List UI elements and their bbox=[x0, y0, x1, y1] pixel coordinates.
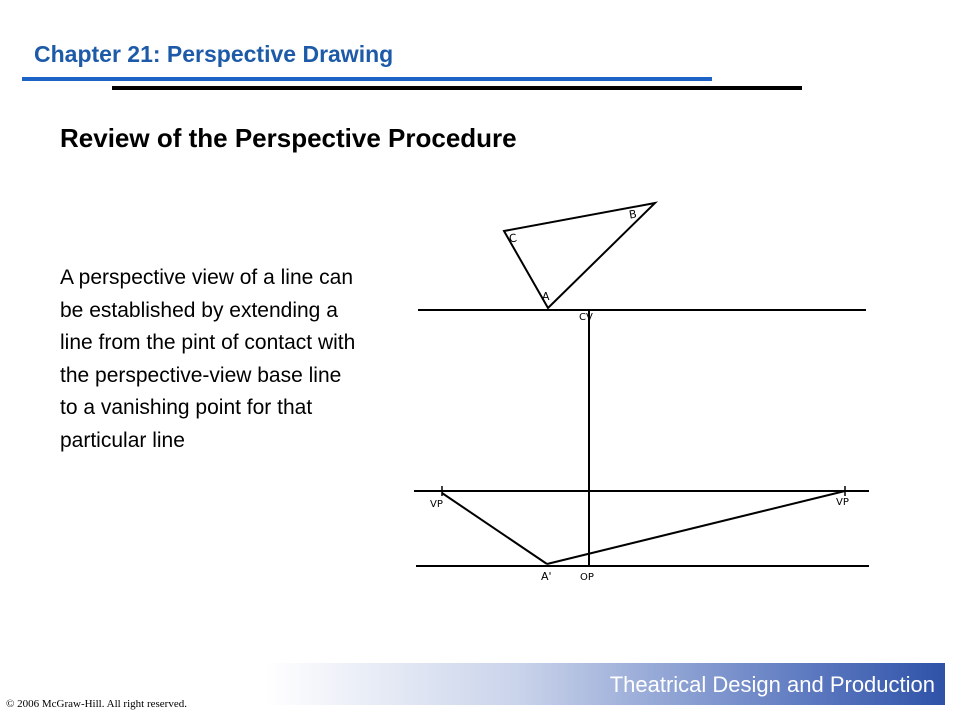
line-to-right-vp bbox=[547, 491, 845, 564]
chapter-title: Chapter 21: Perspective Drawing bbox=[34, 41, 394, 67]
label-cv: CV bbox=[579, 312, 593, 323]
header-rule-blue bbox=[22, 77, 712, 81]
label-vp-right: VP bbox=[836, 497, 849, 508]
label-b: B bbox=[628, 207, 638, 222]
label-vp-left: VP bbox=[430, 499, 443, 510]
footer-book-title: Theatrical Design and Production bbox=[609, 672, 935, 697]
header-rule-black bbox=[112, 86, 802, 90]
slide-title: Review of the Perspective Procedure bbox=[60, 123, 517, 153]
label-c: C bbox=[508, 231, 518, 246]
perspective-diagram bbox=[400, 190, 880, 610]
body-text: A perspective view of a line can be established by extending a line from the pint of contact with the perspective-view base line to a vanishing point for that particular line bbox=[60, 266, 356, 452]
line-to-left-vp bbox=[442, 493, 547, 564]
label-op: OP bbox=[580, 572, 594, 583]
copyright-notice: © 2006 McGraw-Hill. All right reserved. bbox=[6, 698, 187, 710]
label-a: A bbox=[542, 290, 550, 303]
label-a-prime: A' bbox=[541, 570, 552, 583]
